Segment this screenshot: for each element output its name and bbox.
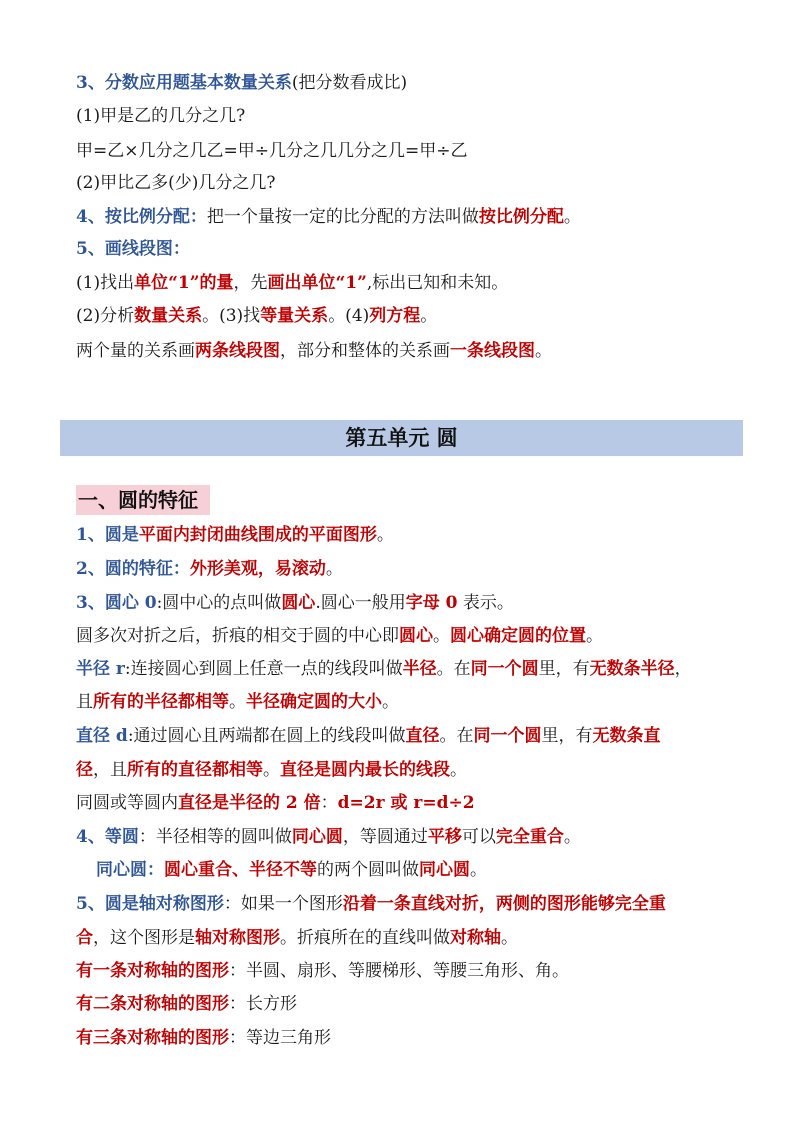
unit-banner: 第五单元 圆	[60, 420, 743, 456]
diameter-line-2: 径，且所有的直径都相等。直径是圆内最长的线段。	[76, 760, 467, 780]
step-1: (1)找出单位“1”的量，先画出单位“1”,标出已知和未知。	[76, 273, 509, 293]
step-2-4: (2)分析数量关系。(3)找等量关系。(4)列方程。	[76, 306, 438, 326]
question-2: (2)甲比乙多(少)几分之几?	[76, 173, 276, 193]
question-1: (1)甲是乙的几分之几?	[76, 106, 246, 126]
circle-line-4: 圆多次对折之后，折痕的相交于圆的中心即圆心。圆心确定圆的位置。	[76, 626, 603, 646]
symmetry-line-2: 合，这个图形是轴对称图形。折痕所在的直线叫做对称轴。	[76, 928, 518, 948]
circle-line-3: 3、圆心 0:圆中心的点叫做圆心.圆心一般用字母 0 表示。	[76, 593, 514, 613]
section-heading: 一、圆的特征	[76, 485, 210, 515]
two-axis-shapes: 有二条对称轴的图形：长方形	[76, 994, 297, 1014]
circle-line-1: 1、圆是平面内封闭曲线围成的平面图形。	[76, 525, 394, 545]
segment-diagram-rule: 两个量的关系画两条线段图，部分和整体的关系画一条线段图。	[76, 341, 552, 361]
formula-line: 甲=乙×几分之几乙=甲÷几分之几几分之几=甲÷乙	[76, 141, 468, 161]
radius-line-1: 半径 r:连接圆心到圆上任意一点的线段叫做半径。在同一个圆里，有无数条半径，	[76, 659, 692, 679]
item3-title: 分数应用题基本数量关系	[104, 73, 292, 93]
circle-line-2: 2、圆的特征：外形美观，易滚动。	[76, 559, 343, 579]
concentric-circle-line: 同心圆：圆心重合、半径不等的两个圆叫做同心圆。	[96, 860, 487, 880]
equal-circle-line: 4、等圆：半径相等的圆叫做同心圆，等圆通过平移可以完全重合。	[76, 827, 581, 847]
item4-line: 4、按比例分配：把一个量按一定的比分配的方法叫做按比例分配。	[76, 207, 581, 227]
item3-heading: 3、分数应用题基本数量关系(把分数看成比)	[76, 73, 408, 93]
diameter-radius-relation: 同圆或等圆内直径是半径的 2 倍：d=2r 或 r=d÷2	[76, 793, 475, 813]
symmetry-line-1: 5、圆是轴对称图形：如果一个图形沿着一条直线对折，两侧的图形能够完全重	[76, 894, 666, 914]
item5-heading: 5、画线段图：	[76, 239, 190, 259]
three-axis-shapes: 有三条对称轴的图形：等边三角形	[76, 1028, 331, 1048]
one-axis-shapes: 有一条对称轴的图形：半圆、扇形、等腰梯形、等腰三角形、角。	[76, 961, 569, 981]
diameter-line-1: 直径 d:通过圆心且两端都在圆上的线段叫做直径。在同一个圆里，有无数条直	[76, 726, 661, 746]
radius-line-2: 且所有的半径都相等。半径确定圆的大小。	[76, 692, 399, 712]
